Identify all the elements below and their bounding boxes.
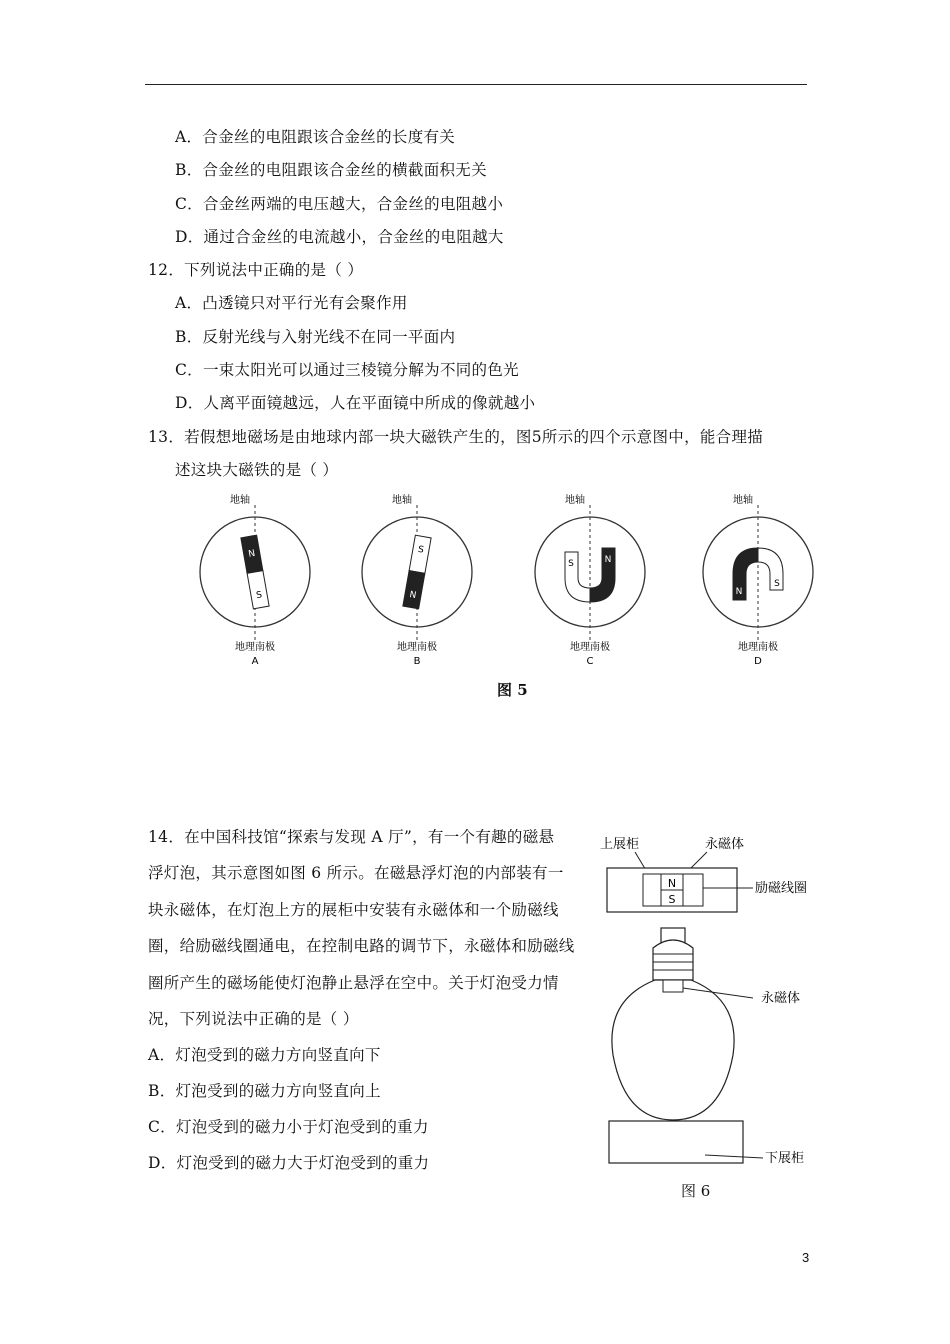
bulb [612,980,734,1120]
upper-magnet-s: S [668,893,676,906]
figure-6 [595,830,835,1175]
q12-option-d[interactable]: D．人离平面镜越远，人在平面镜中所成的像就越小 [175,394,536,412]
q11-option-b[interactable]: B．合金丝的电阻跟该合金丝的横截面积无关 [175,161,487,179]
axis-label-a: 地轴 [230,495,250,506]
q14-stem-line1: 14．在中国科技馆“探索与发现 A 厅”，有一个有趣的磁悬 [148,828,555,846]
axis-label-b: 地轴 [392,495,412,506]
magnet-s-a: S [255,590,263,602]
q12-stem: 12．下列说法中正确的是（ ） [148,261,364,279]
q14-option-c[interactable]: C．灯泡受到的磁力小于灯泡受到的重力 [148,1118,429,1136]
q12-option-a[interactable]: A．凸透镜只对平行光有会聚作用 [175,294,408,312]
magnet-n-a: N [247,548,257,560]
figure-6-caption: 图 6 [681,1182,711,1200]
figure-5 [190,490,830,670]
pole-label-a: 地理南极 [235,642,275,653]
pole-label-b: 地理南极 [397,642,437,653]
coil-label: 励磁线圈 [755,881,808,896]
label-b: B [413,656,421,667]
magnet-s-c: S [568,559,574,569]
q11-option-c[interactable]: C．合金丝两端的电压越大，合金丝的电阻越小 [175,195,504,213]
figure-5-caption: 图 5 [497,681,528,699]
q12-option-c[interactable]: C．一束太阳光可以通过三棱镜分解为不同的色光 [175,361,519,379]
page-number: 3 [802,1250,810,1265]
magnet-n-d: N [735,587,743,597]
label-d: D [754,656,762,667]
q14-option-a[interactable]: A．灯泡受到的磁力方向竖直向下 [148,1046,381,1064]
q14-stem-line6: 况，下列说法中正确的是（ ） [148,1010,359,1028]
magnet-s-d: S [774,579,780,589]
figure-5-diagram-c[interactable] [535,493,645,667]
figure-5-diagram-a[interactable] [200,493,310,667]
axis-label-d: 地轴 [733,495,753,506]
magnet-s-b: S [417,544,425,556]
permanent-magnet-label: 永磁体 [705,837,745,852]
upper-cabinet-label: 上展柜 [600,837,640,852]
q11-option-d[interactable]: D．通过合金丝的电流越小，合金丝的电阻越大 [175,228,504,246]
q13-stem-line1: 13．若假想地磁场是由地球内部一块大磁铁产生的，图5所示的四个示意图中，能合理描 [148,428,764,446]
pole-label-d: 地理南极 [738,642,778,653]
q14-stem-line5: 圈所产生的磁场能使灯泡静止悬浮在空中。关于灯泡受力情 [148,974,559,992]
q14-stem-line2: 浮灯泡，其示意图如图 6 所示。在磁悬浮灯泡的内部装有一 [148,864,564,882]
q14-stem-line4: 圈，给励磁线圈通电，在控制电路的调节下，永磁体和励磁线 [148,937,575,955]
pole-label-c: 地理南极 [570,642,610,653]
magnet-n-c: N [604,555,612,565]
q14-option-d[interactable]: D．灯泡受到的磁力大于灯泡受到的重力 [148,1154,430,1172]
figure-5-diagram-d[interactable] [703,493,813,667]
q14-stem-line3: 块永磁体，在灯泡上方的展柜中安装有永磁体和一个励磁线 [148,901,559,919]
upper-magnet-n: N [667,877,677,890]
magnet-n-b: N [408,590,418,602]
bulb-magnet-label: 永磁体 [761,991,801,1006]
q11-option-a[interactable]: A．合金丝的电阻跟该合金丝的长度有关 [175,128,456,146]
q12-option-b[interactable]: B．反射光线与入射光线不在同一平面内 [175,328,456,346]
lower-cabinet-label: 下展柜 [765,1151,805,1166]
lower-cabinet [609,1121,743,1163]
axis-label-c: 地轴 [565,495,585,506]
q13-stem-line2: 述这块大磁铁的是（ ） [175,461,339,479]
figure-5-diagram-b[interactable] [362,493,472,667]
label-c: C [586,656,594,667]
q14-option-b[interactable]: B．灯泡受到的磁力方向竖直向上 [148,1082,381,1100]
header-rule [145,84,807,85]
label-a: A [251,656,259,667]
